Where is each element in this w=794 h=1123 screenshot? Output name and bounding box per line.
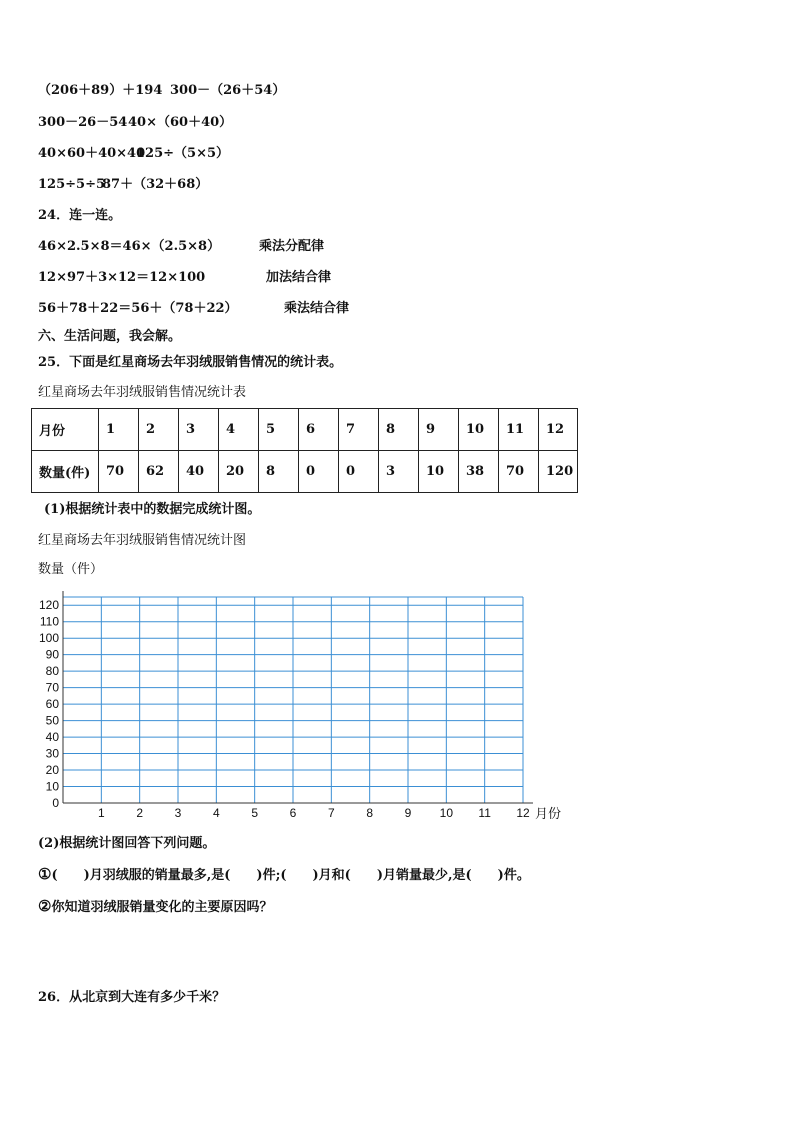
x-tick-label: 11 (478, 806, 491, 820)
y-tick-label: 30 (45, 746, 59, 761)
x-tick-label: 12 (516, 806, 530, 820)
x-tick-label: 4 (212, 806, 220, 820)
table-cell: 120 (539, 451, 578, 493)
y-tick-label: 80 (45, 664, 59, 679)
x-tick-label: 7 (327, 806, 335, 820)
x-tick-label: 6 (289, 806, 297, 820)
x-tick-label: 5 (251, 806, 259, 820)
match-right-1: 乘法分配律 (259, 239, 325, 254)
table-cell: 8 (379, 409, 419, 451)
y-tick-label: 70 (45, 680, 59, 695)
y-tick-label: 100 (38, 631, 59, 646)
table-title: 红星商场去年羽绒服销售情况统计表 (38, 385, 247, 400)
match-left-1: 46×2.5×8＝46×（2.5×8） (38, 239, 221, 254)
table-cell: 2 (139, 409, 179, 451)
question-1-text: ( )月羽绒服的销量最多,是( )件;( )月和( )月销量最少,是( )件。 (51, 868, 530, 883)
x-tick-label: 10 (439, 806, 454, 820)
x-tick-label: 1 (97, 806, 105, 820)
match-right-2: 加法结合律 (266, 270, 332, 285)
table-cell: 38 (459, 451, 499, 493)
calc-expr-1a: （206＋89）＋194 (38, 83, 163, 98)
x-tick-label: 3 (174, 806, 182, 820)
calc-expr-4a: 125÷5÷5 (38, 177, 106, 192)
table-cell: 10 (459, 409, 499, 451)
y-tick-label: 110 (39, 614, 59, 629)
y-axis-label: 数量（件） (38, 561, 104, 576)
blank-line-chart (0, 555, 600, 830)
table-header-quantity: 数量(件) (32, 451, 99, 493)
question-26-title: 26．从北京到大连有多少千米？ (38, 990, 226, 1005)
part-2-instruction: (2)根据统计图回答下列问题。 (38, 836, 216, 851)
section-6-heading: 六、生活问题，我会解。 (38, 329, 182, 344)
table-cell: 10 (419, 451, 459, 493)
table-header-month: 月份 (32, 409, 99, 451)
y-tick-label: 40 (45, 730, 59, 745)
question-24-title: 24．连一连。 (38, 208, 122, 223)
y-tick-label: 10 (45, 779, 59, 794)
table-cell: 5 (259, 409, 299, 451)
question-2-text: 你知道羽绒服销量变化的主要原因吗？ (51, 900, 273, 915)
match-left-2: 12×97＋3×12＝12×100 (38, 270, 206, 285)
match-right-3: 乘法结合律 (284, 301, 350, 316)
table-cell: 62 (139, 451, 179, 493)
x-tick-label: 9 (404, 806, 412, 820)
table-cell: 70 (499, 451, 539, 493)
chart-grid (63, 591, 533, 803)
table-cell: 3 (379, 451, 419, 493)
match-left-3: 56＋78＋22＝56＋（78＋22） (38, 301, 238, 316)
part-1-instruction: (1)根据统计表中的数据完成统计图。 (44, 502, 261, 517)
table-cell: 0 (299, 451, 339, 493)
question-2-line (38, 898, 272, 916)
table-cell: 11 (499, 409, 539, 451)
calc-expr-4b: 87＋（32＋68） (102, 177, 209, 192)
table-cell: 1 (99, 409, 139, 451)
y-tick-label: 0 (52, 796, 59, 810)
y-tick-label: 20 (45, 763, 59, 778)
calc-expr-1b: 300－（26＋54） (170, 83, 286, 98)
calc-expr-3b: 125÷（5×5） (136, 146, 230, 161)
table-cell: 12 (539, 409, 578, 451)
circled-number-2: ② (38, 897, 52, 915)
x-tick-label: 8 (366, 806, 374, 820)
sales-table (31, 408, 578, 493)
circled-number-1: ① (38, 865, 52, 883)
table-cell: 3 (179, 409, 219, 451)
table-cell: 6 (299, 409, 339, 451)
table-cell: 9 (419, 409, 459, 451)
table-row-months (32, 409, 578, 451)
y-tick-label: 120 (38, 598, 59, 613)
y-tick-label: 50 (45, 713, 59, 728)
table-cell: 4 (219, 409, 259, 451)
table-cell: 20 (219, 451, 259, 493)
y-tick-label: 90 (45, 647, 59, 662)
calc-expr-2b: 40×（60＋40） (128, 115, 233, 130)
x-tick-label: 2 (136, 806, 144, 820)
table-cell: 8 (259, 451, 299, 493)
table-cell: 70 (99, 451, 139, 493)
table-cell: 7 (339, 409, 379, 451)
question-1-line (38, 866, 530, 884)
chart-heading: 红星商场去年羽绒服销售情况统计图 (38, 533, 247, 548)
calc-expr-2a: 300－26－54 (38, 115, 128, 130)
y-tick-label: 60 (45, 697, 59, 712)
table-row-quantities (32, 451, 578, 493)
table-cell: 0 (339, 451, 379, 493)
x-axis-label: 月份 (535, 806, 562, 821)
calc-expr-3a: 40×60＋40×40 (38, 146, 146, 161)
question-25-title: 25．下面是红星商场去年羽绒服销售情况的统计表。 (38, 355, 343, 370)
table-cell: 40 (179, 451, 219, 493)
